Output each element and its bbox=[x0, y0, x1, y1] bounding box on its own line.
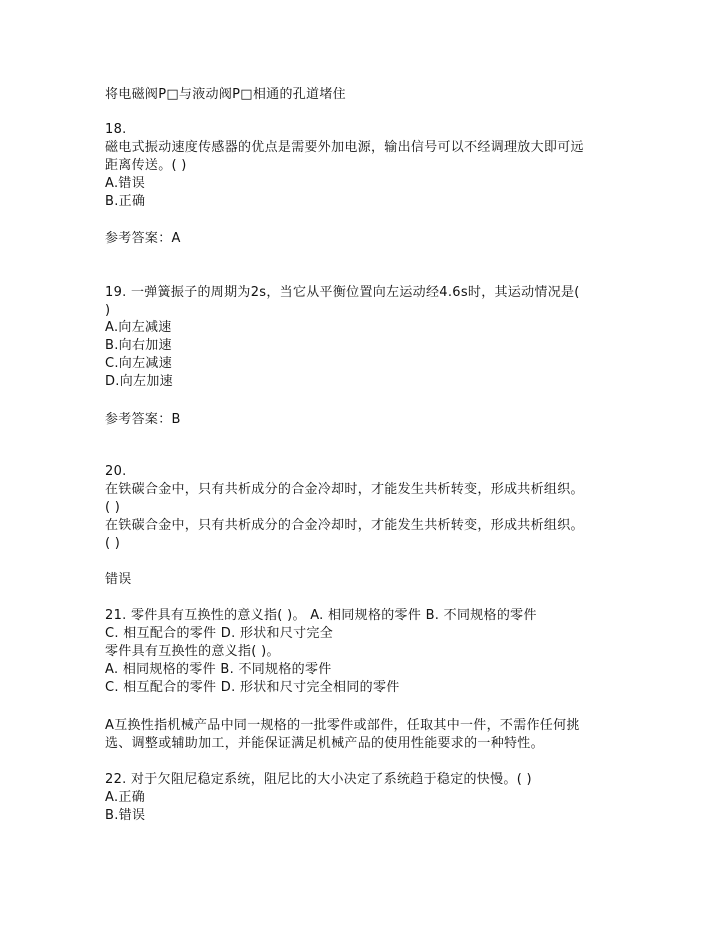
question-22-text: 22. 对于欠阻尼稳定系统，阻尼比的大小决定了系统趋于稳定的快慢。( ) bbox=[105, 772, 532, 787]
question-18-text: 磁电式振动速度传感器的优点是需要外加电源，输出信号可以不经调理放大即可远 bbox=[105, 140, 584, 155]
question-20-text: 在铁碳合金中，只有共析成分的合金冷却时，才能发生共析转变，形成共析组织。 bbox=[105, 482, 584, 497]
question-19-option-c: C.向左减速 bbox=[105, 356, 173, 371]
question-18-answer: 参考答案：A bbox=[105, 231, 181, 246]
question-18-option-b: B.正确 bbox=[105, 194, 146, 209]
question-21-text: 21. 零件具有互换性的意义指( )。 A. 相同规格的零件 B. 不同规格的零件 bbox=[105, 608, 537, 623]
question-22-option-b: B.错误 bbox=[105, 808, 146, 823]
question-21-text-repeat: 零件具有互换性的意义指( )。 bbox=[105, 644, 280, 659]
question-19-answer: 参考答案：B bbox=[105, 412, 181, 427]
question-20-answer: 错误 bbox=[105, 572, 132, 587]
question-18-number: 18. bbox=[105, 122, 127, 137]
question-21-options-cd: C. 相互配合的零件 D. 形状和尺寸完全相同的零件 bbox=[105, 680, 400, 695]
question-19-text: 19. 一弹簧振子的周期为2s，当它从平衡位置向左运动经4.6s时，其运动情况是( bbox=[105, 285, 580, 300]
question-19-option-a: A.向左减速 bbox=[105, 320, 172, 335]
question-20-number: 20. bbox=[105, 464, 127, 479]
question-21-answer-cont: 选、调整或辅助加工，并能保证满足机械产品的使用性能要求的一种特性。 bbox=[105, 736, 544, 751]
question-22-option-a: A.正确 bbox=[105, 790, 145, 805]
question-20-text-cont: ( ) bbox=[105, 500, 121, 515]
question-20-text-repeat-cont: ( ) bbox=[105, 536, 121, 551]
question-21-text-cont: C. 相互配合的零件 D. 形状和尺寸完全 bbox=[105, 626, 334, 641]
question-18-text-cont: 距离传送。( ) bbox=[105, 158, 187, 173]
question-21-answer: A互换性指机械产品中同一规格的一批零件或部件，任取其中一件，不需作任何挑 bbox=[105, 718, 580, 733]
question-20-text-repeat: 在铁碳合金中，只有共析成分的合金冷却时，才能发生共析转变，形成共析组织。 bbox=[105, 518, 584, 533]
question-19-option-b: B.向右加速 bbox=[105, 338, 172, 353]
question-19-text-cont: ) bbox=[105, 303, 111, 318]
previous-answer-text: 将电磁阀P□与液动阀P□相通的孔道堵住 bbox=[105, 87, 346, 102]
question-21-options-ab: A. 相同规格的零件 B. 不同规格的零件 bbox=[105, 662, 332, 677]
question-19-option-d: D.向左加速 bbox=[105, 374, 173, 389]
question-18-option-a: A.错误 bbox=[105, 176, 145, 191]
